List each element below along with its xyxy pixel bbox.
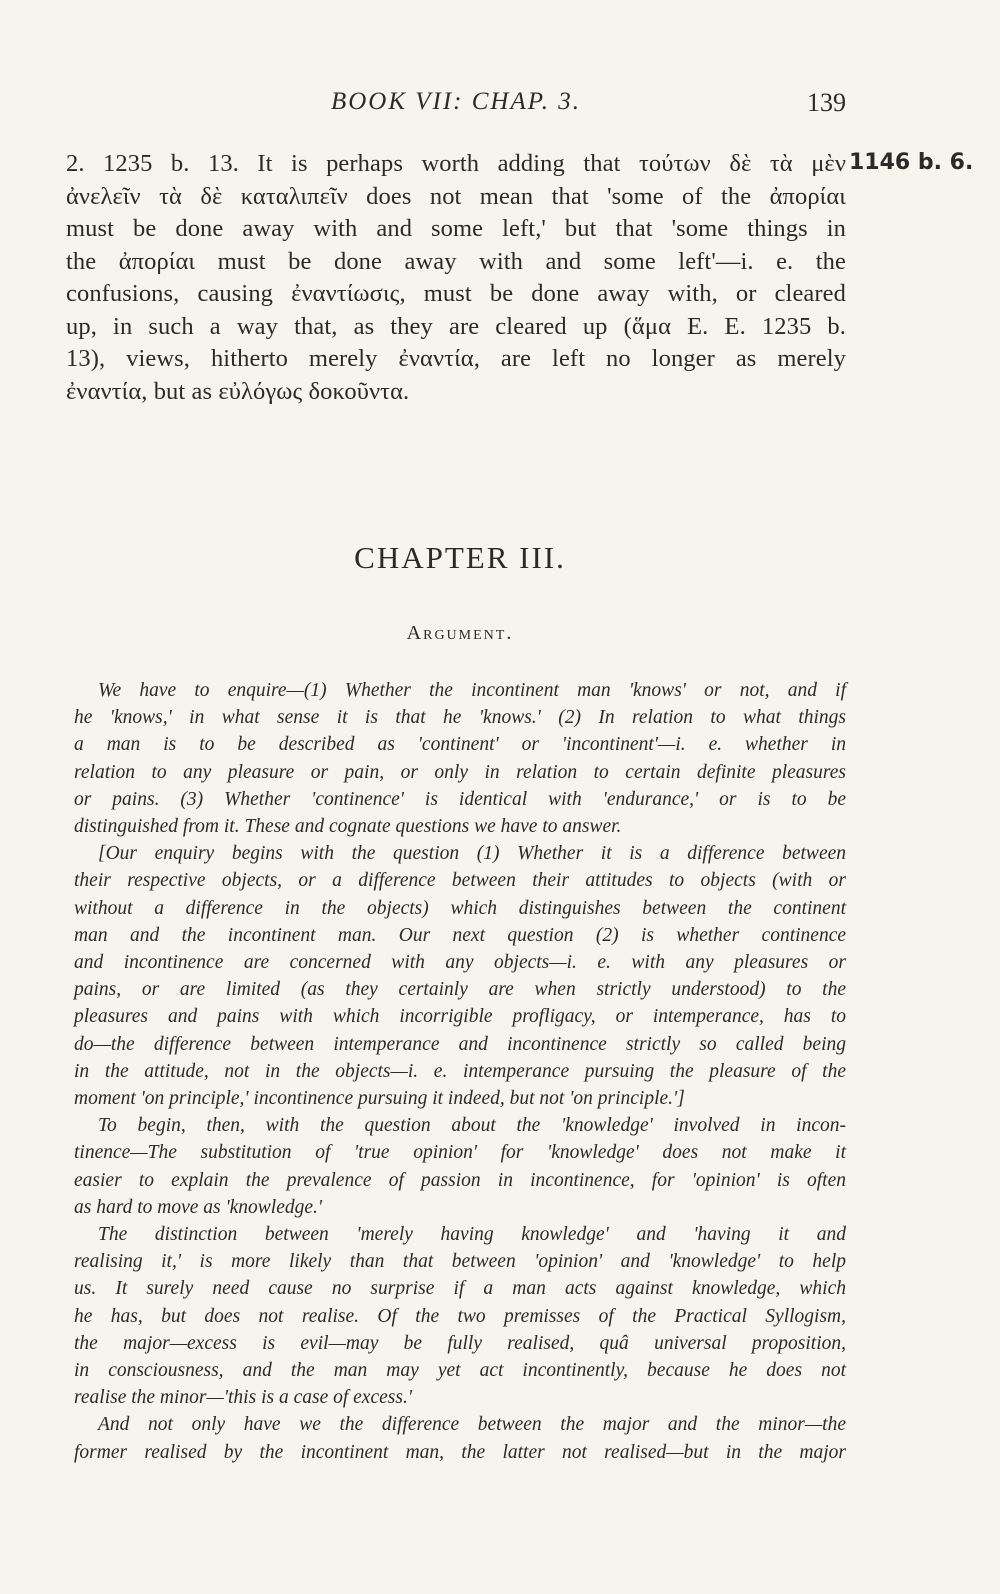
- argument-line: and incontinence are concerned with any objects—i. e. with any pleasures or: [74, 952, 846, 974]
- argument-line: pleasures and pains with which incorrigible profligacy, or intemperance, has to: [74, 1006, 846, 1028]
- argument-line: To begin, then, with the question about the 'knowledge' involved in incon-: [98, 1115, 846, 1137]
- argument-line: man and the incontinent man. Our next question (2) is whether continence: [74, 924, 846, 946]
- argument-text: [74, 677, 846, 1466]
- argument-heading: Argument.: [406, 622, 514, 644]
- argument-line: without a difference in the objects) which distinguishes between the continent: [74, 897, 846, 919]
- running-head: [66, 88, 846, 128]
- argument-line: moment 'on principle,' incontinence pursuing it indeed, but not 'on principle.']: [74, 1088, 685, 1110]
- argument-line: he 'knows,' in what sense it is that he 'knows.' (2) In relation to what things: [74, 707, 846, 729]
- argument-line: tinence—The substitution of 'true opinion' for 'knowledge' does not make it: [74, 1142, 846, 1164]
- note-line: up, in such a way that, as they are cleared up (ἅμα E. E. 1235 b.: [66, 312, 846, 340]
- argument-line: And not only have we the difference between the major and the minor—the: [98, 1414, 846, 1436]
- argument-line: relation to any pleasure or pain, or only in relation to certain definite pleasures: [74, 761, 846, 783]
- argument-line: realising it,' is more likely than that between 'opinion' and 'knowledge' to help: [74, 1251, 846, 1273]
- note-line: confusions, causing ἐναντίωσις, must be done away with, or cleared: [66, 280, 846, 307]
- argument-line: the major—excess is evil—may be fully realised, quâ universal proposition,: [74, 1332, 846, 1354]
- argument-line: [Our enquiry begins with the question (1) Whether it is a difference between: [98, 843, 846, 865]
- note-line: 2. 1235 b. 13. It is perhaps worth adding that τούτων δὲ τὰ μὲν: [66, 150, 846, 177]
- note-line: ἀνελεῖν τὰ δὲ καταλιπεῖν does not mean that 'some of the ἀπορίαι: [66, 182, 846, 210]
- note-line: the ἀπορίαι must be done away with and some left'—i. e. the: [66, 247, 846, 275]
- upper-note: [66, 148, 846, 408]
- argument-line: or pains. (3) Whether 'continence' is identical with 'endurance,' or is to be: [74, 788, 846, 810]
- note-line: ἐναντία, but as εὐλόγως δοκοῦντα.: [66, 377, 410, 405]
- argument-line: he has, but does not realise. Of the two premisses of the Practical Syllogism,: [74, 1305, 846, 1327]
- argument-line: The distinction between 'merely having knowledge' and 'having it and: [98, 1224, 846, 1246]
- argument-line: in consciousness, and the man may yet act incontinently, because he does not: [74, 1360, 846, 1382]
- argument-line: us. It surely need cause no surprise if a man acts against knowledge, which: [74, 1278, 846, 1300]
- argument-line: easier to explain the prevalence of passion in incontinence, for 'opinion' is often: [74, 1169, 846, 1191]
- argument-line: pains, or are limited (as they certainly are when strictly understood) to the: [74, 979, 846, 1001]
- argument-line: realise the minor—'this is a case of excess.': [74, 1387, 412, 1409]
- argument-line: do—the difference between intemperance and incontinence strictly so called being: [74, 1033, 846, 1055]
- argument-line: in the attitude, not in the objects—i. e. intemperance pursuing the pleasure of the: [74, 1060, 846, 1082]
- running-title: BOOK VII: CHAP. 3.: [330, 88, 582, 115]
- argument-line: their respective objects, or a difference between their attitudes to objects (with or: [74, 870, 846, 892]
- argument-line: distinguished from it. These and cognate questions we have to answer.: [74, 816, 622, 838]
- chapter-title: CHAPTER III.: [354, 540, 566, 575]
- note-line: must be done away with and some left,' but that 'some things in: [66, 215, 846, 242]
- argument-line: as hard to move as 'knowledge.': [74, 1196, 323, 1218]
- argument-line: former realised by the incontinent man, the latter not realised—but in the major: [74, 1441, 846, 1463]
- note-line: 13), views, hitherto merely ἐναντία, are left no longer as merely: [66, 345, 846, 372]
- argument-line: We have to enquire—(1) Whether the incontinent man 'knows' or not, and if: [98, 680, 846, 701]
- margin-reference: 1146 b. 6.: [849, 150, 974, 175]
- argument-line: a man is to be described as 'continent' or 'incontinent'—i. e. whether in: [74, 734, 846, 756]
- page-number: 139: [807, 88, 846, 117]
